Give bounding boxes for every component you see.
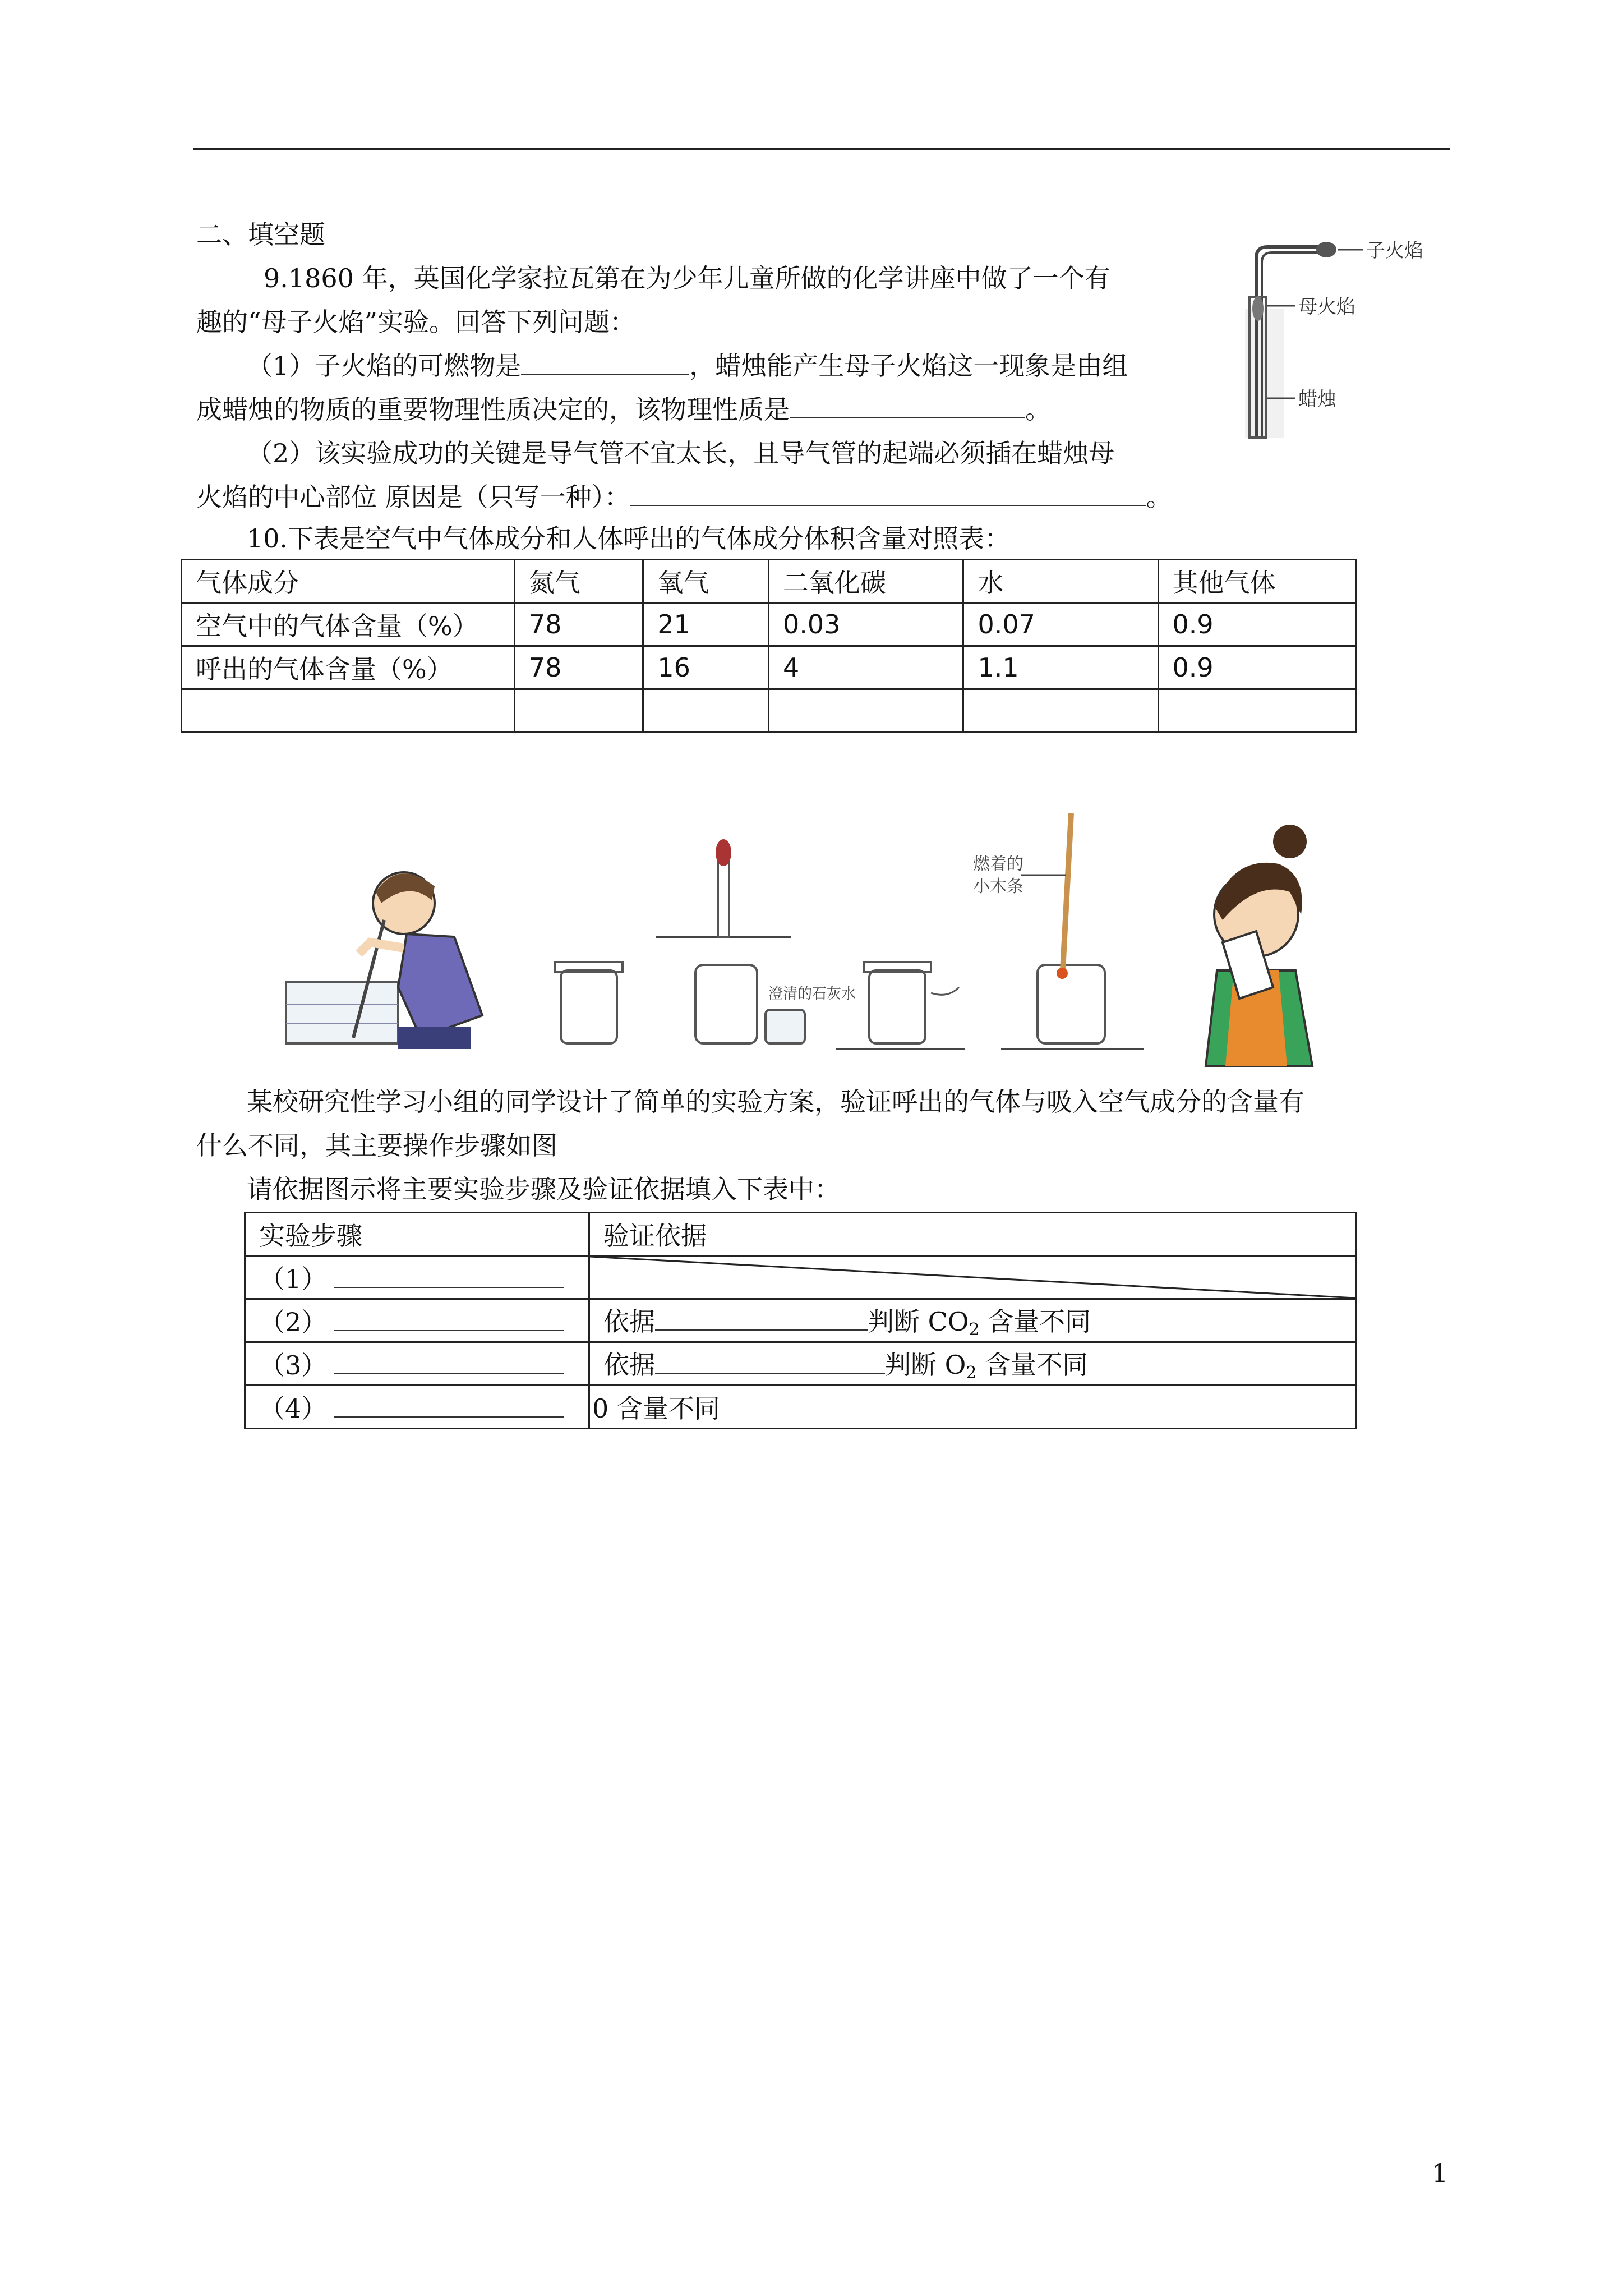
burning-stick-label-1: 燃着的 xyxy=(973,854,1023,874)
diagonal-line xyxy=(590,1257,1355,1298)
subscript: 2 xyxy=(966,1363,977,1383)
q9-line1: 9.1860 年，英国化学家拉瓦第在为少年儿童所做的化学讲座中做了一个有 xyxy=(264,263,1110,293)
step-blank-1[interactable] xyxy=(334,1264,564,1288)
table-cell[interactable] xyxy=(769,689,963,733)
basis-text: 含量不同 xyxy=(979,1306,1091,1337)
basis-text: 判断 CO xyxy=(868,1306,969,1337)
step-number: （2） xyxy=(259,1307,328,1337)
step-number: （4） xyxy=(259,1393,328,1424)
table-cell: 呼出的气体含量（%） xyxy=(182,646,515,689)
q9-part1-line xyxy=(247,350,1128,381)
header-cell: 实验步骤 xyxy=(245,1213,589,1256)
header-cell: 其他气体 xyxy=(1158,560,1356,603)
page-number: 1 xyxy=(1432,2158,1449,2188)
q9-part1-line2 xyxy=(196,394,1051,425)
header-cell: 气体成分 xyxy=(182,560,515,603)
header-cell: 二氧化碳 xyxy=(769,560,963,603)
candle-figure xyxy=(1234,224,1436,440)
table-cell: 4 xyxy=(769,646,963,689)
boy-blowing-illustration xyxy=(286,872,482,1049)
q9-p2-end: 。 xyxy=(1146,482,1172,512)
q9-line2: 趣的“母子火焰”实验。回答下列问题： xyxy=(196,307,636,337)
table-cell: 0.9 xyxy=(1158,646,1356,689)
basis-cell xyxy=(589,1342,1357,1386)
table-row xyxy=(182,646,1357,689)
basis-text: 依据 xyxy=(603,1306,655,1337)
table-cell: 78 xyxy=(514,646,643,689)
step-cell xyxy=(245,1256,589,1299)
gas-composition-table xyxy=(181,559,1357,733)
table-row-empty xyxy=(182,689,1357,733)
steps-header-row xyxy=(245,1213,1357,1256)
empty-jar-illustration xyxy=(555,962,623,1043)
table-cell[interactable] xyxy=(182,689,515,733)
child-flame-label: 子火焰 xyxy=(1366,240,1423,262)
subscript: 2 xyxy=(969,1320,980,1340)
q10-intro: 10.下表是空气中气体成分和人体呼出的气体成分体积含量对照表： xyxy=(247,523,1011,554)
basis-blank-co2[interactable] xyxy=(655,1307,868,1331)
table-cell: 1.1 xyxy=(963,646,1158,689)
step-row xyxy=(245,1342,1357,1386)
table-row xyxy=(182,603,1357,646)
step-row xyxy=(245,1299,1357,1342)
q10-para3: 请依据图示将主要实验步骤及验证依据填入下表中： xyxy=(247,1174,840,1204)
basis-text: 依据 xyxy=(603,1350,655,1380)
mother-flame-label: 母火焰 xyxy=(1298,296,1355,318)
answer-blank-3[interactable] xyxy=(630,482,1146,506)
basis-cell xyxy=(589,1299,1357,1342)
table-cell: 0.03 xyxy=(769,603,963,646)
step-row xyxy=(245,1386,1357,1429)
basis-text: 含量不同 xyxy=(976,1350,1089,1380)
header-rule xyxy=(193,148,1450,150)
steps-table xyxy=(244,1212,1357,1429)
covered-jar-illustration xyxy=(864,962,959,1043)
burning-stick-illustration xyxy=(973,813,1105,1043)
table-cell[interactable] xyxy=(963,689,1158,733)
table-cell: 0.9 xyxy=(1158,603,1356,646)
basis-blank-o2[interactable] xyxy=(655,1350,885,1374)
table-cell: 0.07 xyxy=(963,603,1158,646)
candle-label: 蜡烛 xyxy=(1298,388,1336,411)
basis-cell-diagonal xyxy=(589,1256,1357,1299)
answer-blank-1[interactable] xyxy=(521,351,689,375)
table-header-row xyxy=(182,560,1357,603)
step-row xyxy=(245,1256,1357,1299)
burning-stick-label-2: 小木条 xyxy=(973,877,1023,896)
step-blank-4[interactable] xyxy=(334,1394,564,1418)
q9-p1-text-b: ，蜡烛能产生母子火焰这一现象是由组 xyxy=(689,351,1128,381)
table-cell[interactable] xyxy=(514,689,643,733)
q9-p1-text-a: （1）子火焰的可燃物是 xyxy=(247,351,522,381)
step-cell xyxy=(245,1342,589,1386)
table-cell[interactable] xyxy=(1158,689,1356,733)
header-cell: 水 xyxy=(963,560,1158,603)
q10-para1: 某校研究性学习小组的同学设计了简单的实验方案，验证呼出的气体与吸入空气成分的含量有 xyxy=(247,1087,1304,1117)
table-cell: 16 xyxy=(643,646,769,689)
header-cell: 氮气 xyxy=(514,560,643,603)
table-cell: 21 xyxy=(643,603,769,646)
answer-blank-2[interactable] xyxy=(790,395,1025,418)
dropper-jar-illustration xyxy=(695,839,856,1043)
header-cell: 氧气 xyxy=(643,560,769,603)
experiment-illustration xyxy=(269,802,1402,1071)
step-number: （1） xyxy=(259,1264,328,1294)
table-cell[interactable] xyxy=(643,689,769,733)
step-cell xyxy=(245,1299,589,1342)
q9-part2-line2 xyxy=(196,481,1172,513)
q9-p2-text-b: 火焰的中心部位 原因是（只写一种）： xyxy=(196,482,630,512)
girl-breathing-illustration xyxy=(1206,825,1312,1066)
header-cell: 验证依据 xyxy=(589,1213,1357,1256)
step-number: （3） xyxy=(259,1350,328,1381)
q9-p1-text-c: 成蜡烛的物质的重要物理性质决定的，该物理性质是 xyxy=(196,394,790,425)
basis-cell xyxy=(589,1386,1357,1429)
section-title: 二、填空题 xyxy=(196,219,325,250)
basis-text: 0 含量不同 xyxy=(592,1393,720,1424)
table-cell: 78 xyxy=(514,603,643,646)
step-cell xyxy=(245,1386,589,1429)
step-blank-2[interactable] xyxy=(334,1308,564,1331)
step-blank-3[interactable] xyxy=(334,1351,564,1374)
table-cell: 空气中的气体含量（%） xyxy=(182,603,515,646)
basis-text: 判断 O xyxy=(885,1350,966,1380)
q10-para2: 什么不同，其主要操作步骤如图 xyxy=(196,1130,557,1161)
limewater-label: 澄清的石灰水 xyxy=(768,986,856,1002)
q9-p1-end: 。 xyxy=(1025,394,1051,425)
q9-p2-text-a: （2）该实验成功的关键是导气管不宜太长，且导气管的起端必须插在蜡烛母 xyxy=(247,438,1115,468)
